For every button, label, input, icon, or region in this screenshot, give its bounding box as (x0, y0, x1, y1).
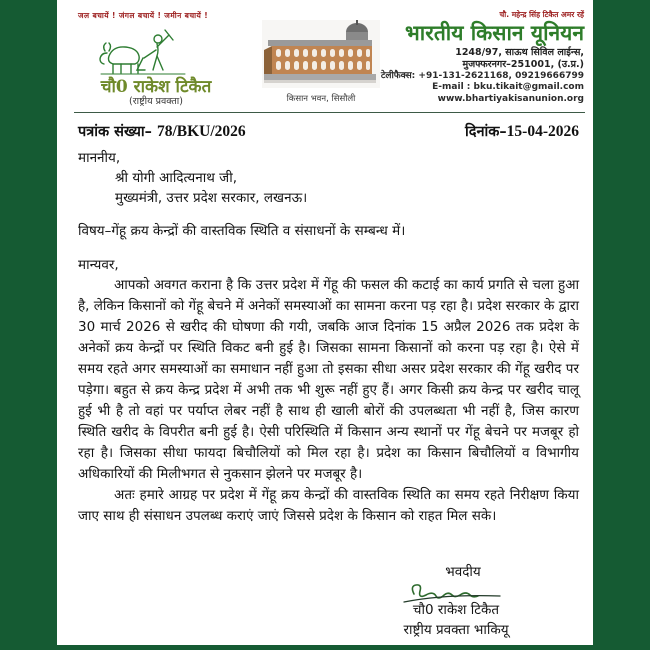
org-website: www.bhartiyakisanunion.org (437, 93, 584, 104)
letter-date (465, 121, 579, 141)
signature-block (391, 562, 521, 640)
org-name: भारतीय किसान यूनियन (405, 20, 584, 46)
letterhead-header (57, 0, 593, 112)
building-caption: किसान भवन, सिसौली (286, 94, 356, 104)
org-address-line1: 1248/97, साऊथ सिविल लाईन्स, (455, 47, 584, 59)
org-telefax: टेलीफैक्स: +91-131-2621168, 09219666799 (380, 71, 584, 82)
subject-line: विषय–गेंहू क्रय केन्द्रों की वास्तविक स्थिति व संसाधनों के सम्बन्ध में। (78, 223, 406, 239)
date-value: 15-04-2026 (506, 123, 579, 140)
paragraph-1: आपको अवगत कराना है कि उत्तर प्रदेश में गेंहू की फसल की कटाई का कार्य प्रगति से चला हुआ है, लेकिन किसानों को गेंहू बेचने में अनेकों समस्याओं का सामना करना पड़ रहा है। प्रदेश सरकार के द्वारा 30 मार्च 2026 से खरीद की घोषणा की गयी, जबकि आज दिनांक 15 अप्रैल 2026 तक प्रदेश के अनेकों क्रय केन्द्रों पर स्थिति विकट बनी हुई है। जिसका सामना किसानों को करना पड़ रहा है। ऐसे में समय रहते अगर समस्याओं का समाधान नहीं हुआ तो इसका सीधा असर प्रदेश सरकार की गेंहू खरीद पर पड़ेगा। बहुत से क्रय केन्द्र प्रदेश में अभी तक भी शुरू नहीं हुए हैं। अगर किसी क्रय केन्द्र पर खरीद चालू हुई भी है तो वहां पर पर्याप्त लेबर नहीं है साथ ही खाली बोरों की उपलब्धता भी नहीं है, जिस कारण स्थिति खरीद के विपरीत बनी हुई है। ऐसी परिस्थिति में किसान अन्य स्थानों पर गेंहू बेचने पर मजबूर हो रहा है। जिसका सीधा फायदा बिचौलियों को मिल रहा है। प्रदेश का किसान बिचौलियों व विभागीय अधिकारियों की मिलीभगत से नुकसान झेलने पर मजबूर है। (78, 277, 579, 482)
kisan-bhavan-building-image (262, 20, 380, 88)
signatory-name: चौ0 राकेश टिकैत (412, 602, 500, 618)
closing-word: भवदीय (445, 564, 481, 580)
recipient-name: श्री योगी आदित्यनाथ जी, (115, 170, 237, 186)
ref-value: 78/BKU/2026 (156, 123, 246, 140)
org-email: E-mail : bku.tikait@gmail.com (432, 82, 584, 93)
signatory-title: राष्ट्रीय प्रवक्ता भाकियू (403, 622, 509, 638)
ref-label: पत्रांक संख्या– (78, 124, 152, 140)
spokesperson-name-header: चौ0 राकेश टिकैत (100, 77, 212, 97)
kisan-bhavan-figure (260, 20, 382, 104)
ref-date-row (78, 121, 579, 141)
eco-slogan-text: जल बचायें ! जंगल बचायें ! जमीन बचायें ! (78, 11, 209, 20)
letter-body (78, 148, 579, 645)
recipient-salutation: माननीय, (78, 150, 121, 166)
recipient-designation: मुख्यमंत्री, उत्तर प्रदेश सरकार, लखनऊ। (115, 190, 308, 206)
letterhead-paper (57, 0, 593, 645)
greeting: मान्यवर, (78, 257, 119, 273)
spokesperson-title-header: (राष्ट्रीय प्रवक्ता) (129, 96, 183, 107)
header-divider-line (74, 112, 585, 113)
org-address-line2: मुजफ्फरनगर–251001, (उ.प्र.) (462, 59, 584, 71)
paragraph-2: अतः हमारे आग्रह पर प्रदेश में गेंहू क्रय केन्द्रों की वास्तविक स्थिति का समय रहते निरीक्षण किया जाए साथ ही संसाधन उपलब्ध कराएं जाएं जिससे प्रदेश के किसान को राहत मिल सके। (78, 487, 579, 524)
org-contact-block (381, 10, 584, 105)
farmer-plough-logo-icon (95, 26, 191, 80)
ref-number (78, 121, 246, 141)
date-label: दिनांक– (465, 124, 507, 140)
memorial-line: चौ. महेन्द्र सिंह टिकैत अमर रहें (499, 10, 584, 19)
